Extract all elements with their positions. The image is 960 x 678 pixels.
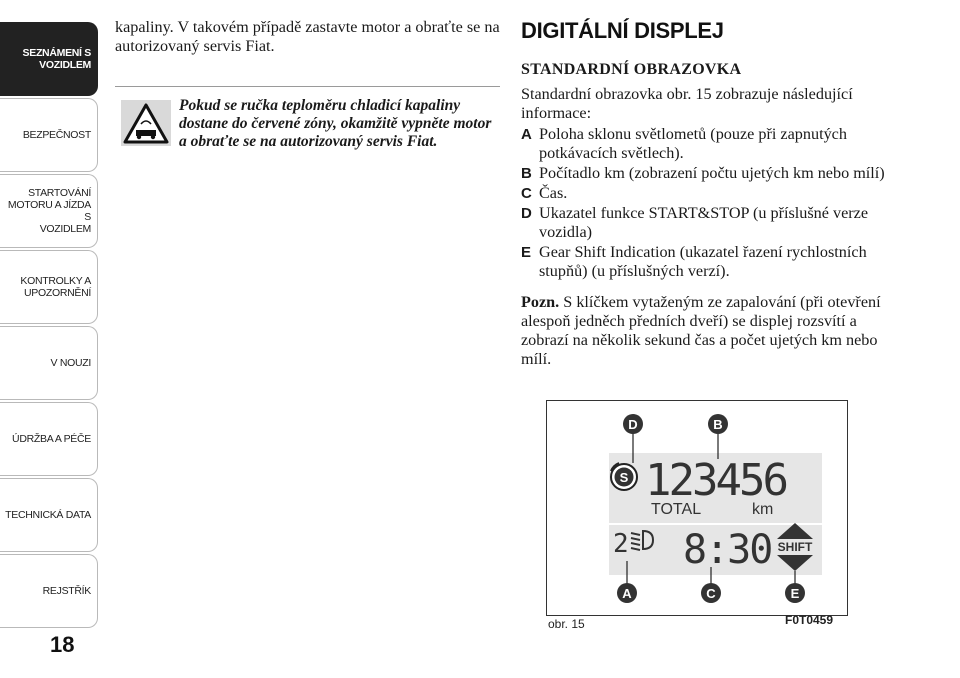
item-letter: C	[521, 185, 532, 202]
tab-kontrolky[interactable]: KONTROLKY A UPOZORNĚNÍ	[0, 250, 98, 324]
svg-text:C: C	[706, 586, 716, 601]
note-text: S klíčkem vytaženým ze zapalování (při otevření alespoň jedněch předních dveří) se displej rozsvítí a zobrazí na několik sekund čas a počet ujetých km nebo mílí.	[521, 293, 881, 368]
display-figure	[546, 400, 848, 616]
callout-e	[785, 583, 805, 603]
shift-label: SHIFT	[777, 540, 813, 554]
tab-technicka-data[interactable]: TECHNICKÁ DATA	[0, 478, 98, 552]
unit-label: km	[752, 501, 774, 518]
clock-value: 8:30	[683, 527, 772, 573]
item-letter: D	[521, 205, 532, 222]
svg-text:E: E	[790, 586, 800, 601]
right-column	[521, 18, 901, 369]
total-label: TOTAL	[651, 501, 702, 518]
list-item	[521, 125, 901, 163]
item-text: Gear Shift Indication (ukazatel řazení rychlostních stupňů) (u příslušných verzí).	[539, 243, 867, 280]
warning-triangle-icon	[121, 100, 171, 146]
page-number: 18	[50, 632, 75, 657]
item-letter: B	[521, 165, 532, 182]
figure-code: F0T0459	[785, 613, 834, 627]
list-item	[521, 184, 901, 203]
tab-startovani[interactable]: STARTOVÁNÍ MOTORU A JÍZDA S VOZIDLEM	[0, 174, 98, 248]
callout-d	[623, 414, 643, 434]
callout-a	[617, 583, 637, 603]
item-text: Poloha sklonu světlometů (pouze při zapnutých potkávacích světlech).	[539, 125, 847, 162]
legend-list	[521, 125, 901, 281]
item-text: Čas.	[539, 184, 568, 202]
figure-caption: obr. 15	[548, 617, 585, 631]
item-text: Počítadlo km (zobrazení počtu ujetých km nebo mílí)	[539, 164, 885, 182]
callout-c	[701, 583, 721, 603]
list-item	[521, 243, 901, 281]
svg-text:A: A	[622, 586, 632, 601]
headlight-level: 2	[613, 529, 629, 559]
start-stop-icon	[611, 463, 637, 490]
warning-text: Pokud se ručka teploměru chladicí kapaliny dostane do červené zóny, okamžitě vypněte motor a obraťte se na autorizovaný servis Fiat.	[179, 97, 492, 150]
display-diagram	[547, 401, 847, 615]
intro-paragraph: kapaliny. V takovém případě zastavte motor a obraťte se na autorizovaný servis Fiat.	[115, 18, 500, 55]
tab-udrzba[interactable]: ÚDRŽBA A PÉČE	[0, 402, 98, 476]
note-label: Pozn.	[521, 293, 560, 311]
warning-box	[115, 97, 500, 151]
tab-bezpecnost[interactable]: BEZPEČNOST	[0, 98, 98, 172]
item-letter: E	[521, 244, 532, 261]
callout-b	[708, 414, 728, 434]
lead-paragraph: Standardní obrazovka obr. 15 zobrazuje následující informace:	[521, 85, 853, 122]
item-text: Ukazatel funkce START&STOP (u příslušné verze vozidla)	[539, 204, 869, 241]
list-item	[521, 204, 901, 242]
list-item	[521, 164, 901, 183]
svg-text:D: D	[628, 417, 638, 432]
divider	[115, 86, 500, 87]
svg-text:B: B	[713, 417, 723, 432]
tab-rejstrik[interactable]: REJSTŘÍK	[0, 554, 98, 628]
start-stop-letter: S	[619, 470, 629, 485]
odometer-value: 123456	[645, 455, 786, 506]
note-paragraph	[521, 293, 901, 369]
tab-seznameni[interactable]: SEZNÁMENÍ S VOZIDLEM	[0, 22, 98, 96]
left-column	[115, 18, 500, 151]
section-subheading: STANDARDNÍ OBRAZOVKA	[521, 61, 742, 78]
item-letter: A	[521, 126, 532, 143]
tab-v-nouzi[interactable]: V NOUZI	[0, 326, 98, 400]
section-heading: DIGITÁLNÍ DISPLEJ	[521, 18, 724, 43]
